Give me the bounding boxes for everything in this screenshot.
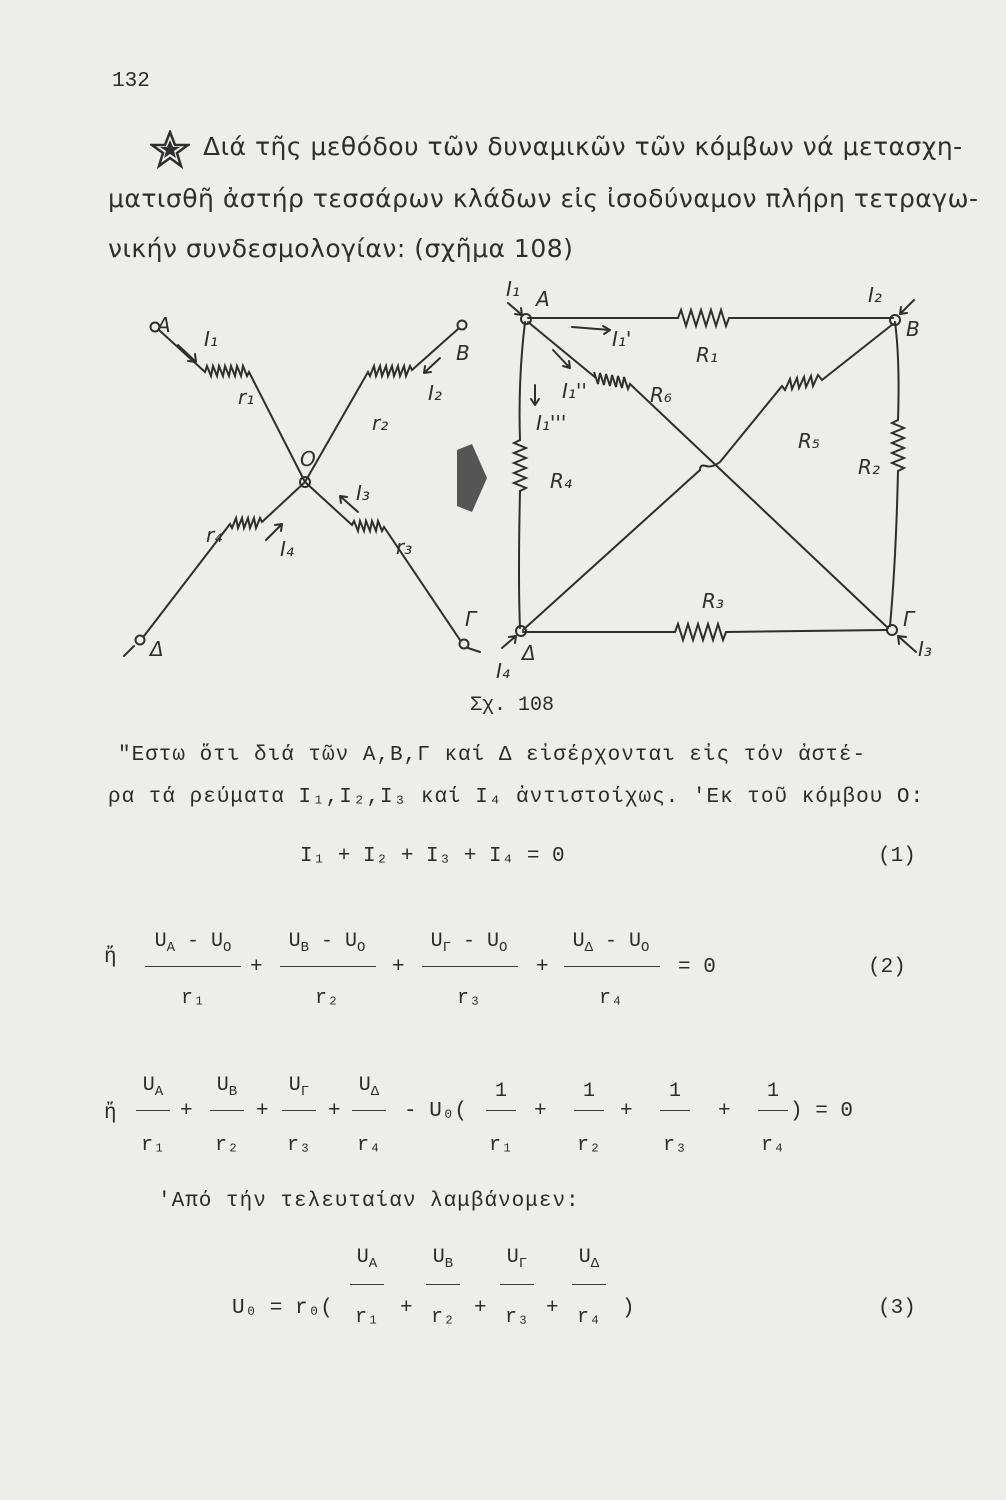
eq3-plus3: + — [546, 1297, 559, 1320]
problem-line-1: Διά τῆς μεθόδου τῶν δυναμικῶν τῶν κόμβων νά μετασχη- — [203, 132, 963, 161]
eq-u-plus2: + — [256, 1100, 269, 1123]
eq3-plus1: + — [400, 1297, 413, 1320]
eq3-num1: $U_A$ — [356, 1246, 378, 1272]
eq3-den1: r₁ — [354, 1306, 379, 1329]
eq2-den4: r₄ — [598, 987, 623, 1010]
figure-caption: Σχ. 108 — [470, 694, 555, 717]
eq-u-one2: 1 — [582, 1080, 595, 1103]
star-label-g: Γ — [465, 607, 477, 631]
star-marker-icon — [150, 130, 190, 170]
eq3-num4: $U_\Delta$ — [578, 1246, 600, 1272]
eq-u-num1: $U_A$ — [142, 1074, 164, 1100]
eq3-bar1 — [350, 1284, 384, 1285]
mesh-label-r1: R₁ — [696, 343, 718, 367]
eq-u-plus1: + — [180, 1100, 193, 1123]
eq-u-close: ) = 0 — [790, 1100, 854, 1123]
eq2-rhs: = 0 — [678, 956, 716, 979]
star-label-i4: I₄ — [280, 537, 294, 561]
eq1-body: I₁ + I₂ + I₃ + I₄ = 0 — [300, 845, 565, 868]
mesh-r5 — [523, 324, 893, 630]
mesh-r3 — [523, 624, 887, 640]
eq-u-bar6 — [574, 1110, 604, 1111]
eq2-plus3: + — [536, 956, 549, 979]
eq-u-one4: 1 — [766, 1080, 779, 1103]
eq-u-den6: r₂ — [576, 1134, 601, 1157]
eq2-den2: r₂ — [314, 987, 339, 1010]
mesh-label-i2: I₂ — [868, 283, 882, 307]
para2: 'Από τήν τελευταίαν λαμβάνομεν: — [158, 1190, 580, 1213]
eq1-label: (1) — [878, 845, 916, 868]
eq3-close: ) — [622, 1297, 635, 1320]
eq-u-num4: $U_\Delta$ — [358, 1074, 380, 1100]
mesh-arrow-i1 — [508, 303, 522, 315]
eq3-bar2 — [426, 1284, 460, 1285]
transform-arrow-icon — [457, 444, 487, 512]
eq-u-bar3 — [282, 1110, 316, 1111]
eq-u-den5: r₁ — [488, 1134, 513, 1157]
eq-u-plus4: + — [534, 1100, 547, 1123]
mesh-label-i1p: I₁' — [612, 327, 632, 351]
eq3-lhs: U₀ = r₀( — [232, 1297, 333, 1320]
eq-u-bar8 — [758, 1110, 788, 1111]
eq-u-one1: 1 — [494, 1080, 507, 1103]
star-label-r4: r₄ — [206, 523, 223, 547]
eq3-den4: r₄ — [576, 1306, 601, 1329]
eq2-prefix: ἤ — [104, 946, 117, 969]
page-number: 132 — [112, 70, 150, 93]
eq-u-den7: r₃ — [662, 1134, 687, 1157]
eq2-num2: $U_B - U_O$ — [288, 930, 366, 956]
eq3-den3: r₃ — [504, 1306, 529, 1329]
star-label-d: Δ — [150, 637, 164, 661]
eq3-label: (3) — [878, 1297, 916, 1320]
eq-u-den3: r₃ — [286, 1134, 311, 1157]
star-label-i3: I₃ — [356, 481, 370, 505]
para1-line-2: ρα τά ρεύματα I₁,I₂,I₃ καί I₄ ἀντιστοίχως. 'Εκ τοῦ κόμβου O: — [108, 786, 925, 809]
eq-u-prefix: ἤ — [104, 1102, 117, 1125]
mesh-r2 — [890, 322, 904, 626]
eq-u-one3: 1 — [668, 1080, 681, 1103]
eq-u-den8: r₄ — [760, 1134, 785, 1157]
mesh-label-i4: I₄ — [496, 659, 510, 683]
mesh-label-a: A — [536, 287, 550, 311]
eq-u-bar7 — [660, 1110, 690, 1111]
star-lead-d — [124, 646, 134, 656]
eq-u-bar2 — [210, 1110, 244, 1111]
eq-u-bar1 — [136, 1110, 170, 1111]
mesh-label-i1pp: I₁'' — [562, 379, 587, 403]
eq2-label: (2) — [868, 956, 906, 979]
star-label-o: O — [300, 447, 316, 471]
mesh-label-r6: R₆ — [650, 383, 672, 407]
star-node-g-dot — [460, 640, 469, 649]
star-lead-g — [468, 648, 480, 652]
problem-line-3: νικήν συνδεσμολογίαν: (σχῆμα 108) — [108, 234, 574, 263]
star-arrow-i1 — [178, 345, 196, 362]
mesh-label-i1: I₁ — [506, 277, 520, 301]
eq2-bar1 — [145, 966, 241, 967]
mesh-r4 — [514, 322, 526, 628]
eq2-num3: $U_\Gamma - U_O$ — [430, 930, 508, 956]
eq-u-den2: r₂ — [214, 1134, 239, 1157]
eq3-plus2: + — [474, 1297, 487, 1320]
star-node-d-dot — [136, 636, 145, 645]
mesh-arrow-i1p — [572, 326, 610, 334]
eq-u-plus3: + — [328, 1100, 341, 1123]
star-node-b-dot — [458, 321, 467, 330]
star-label-i2: I₂ — [428, 381, 442, 405]
eq3-den2: r₂ — [430, 1306, 455, 1329]
eq3-bar4 — [572, 1284, 606, 1285]
eq-u-minus-u0: - U₀( — [404, 1100, 468, 1123]
star-branch-r3 — [305, 482, 460, 640]
eq3-num2: $U_B$ — [432, 1246, 454, 1272]
mesh-r1 — [528, 310, 893, 326]
eq-u-den4: r₄ — [356, 1134, 381, 1157]
problem-line-2: ματισθῆ ἀστήρ τεσσάρων κλάδων εἰς ἰσοδύναμον πλήρη τετραγω- — [108, 184, 979, 213]
mesh-label-r5: R₅ — [798, 429, 820, 453]
eq-u-plus5: + — [620, 1100, 633, 1123]
mesh-arrow-i1pp — [553, 350, 570, 368]
mesh-label-r2: R₂ — [858, 455, 880, 479]
mesh-label-r4: R₄ — [550, 469, 572, 493]
mesh-label-i3: I₃ — [918, 637, 932, 661]
eq-u-bar4 — [352, 1110, 386, 1111]
star-label-a: A — [157, 313, 171, 337]
eq-u-num2: $U_B$ — [216, 1074, 238, 1100]
mesh-arrow-i1ppp — [531, 385, 539, 405]
eq2-den1: r₁ — [180, 987, 205, 1010]
mesh-arrow-i3 — [898, 636, 916, 652]
eq-u-plus6: + — [718, 1100, 731, 1123]
eq2-bar2 — [280, 966, 376, 967]
mesh-node-g-dot — [887, 625, 897, 635]
para1-line-1: "Εστω ὅτι διά τῶν A,B,Γ καί Δ εἰσέρχονται εἰς τόν ἀστέ- — [118, 744, 867, 767]
mesh-label-b: B — [906, 317, 920, 341]
eq2-den3: r₃ — [456, 987, 481, 1010]
star-label-i1: I₁ — [204, 327, 218, 351]
mesh-label-r3: R₃ — [702, 589, 724, 613]
eq3-num3: $U_\Gamma$ — [506, 1246, 528, 1272]
star-branch-r2 — [305, 329, 458, 482]
eq2-plus1: + — [250, 956, 263, 979]
mesh-arrow-i2 — [900, 300, 914, 314]
star-label-r3: r₃ — [396, 535, 413, 559]
mesh-label-g: Γ — [903, 607, 915, 631]
star-branch-r1 — [159, 330, 305, 482]
eq2-bar4 — [564, 966, 660, 967]
eq-u-bar5 — [486, 1110, 516, 1111]
eq-u-num3: $U_\Gamma$ — [288, 1074, 310, 1100]
eq2-num4: $U_\Delta - U_O$ — [572, 930, 650, 956]
mesh-label-d: Δ — [522, 641, 536, 665]
star-arrow-i2 — [424, 358, 440, 373]
mesh-label-i1ppp: I₁''' — [536, 411, 567, 435]
star-label-r2: r₂ — [372, 411, 389, 435]
mesh-arrow-i4 — [502, 636, 516, 648]
eq2-num1: $U_A - U_O$ — [154, 930, 232, 956]
eq2-plus2: + — [392, 956, 405, 979]
eq2-bar3 — [422, 966, 518, 967]
eq-u-den1: r₁ — [140, 1134, 165, 1157]
star-label-b: B — [456, 341, 470, 365]
circuit-figure — [0, 270, 1006, 720]
eq3-bar3 — [500, 1284, 534, 1285]
mesh-r6 — [528, 322, 888, 628]
star-label-r1: r₁ — [238, 385, 255, 409]
